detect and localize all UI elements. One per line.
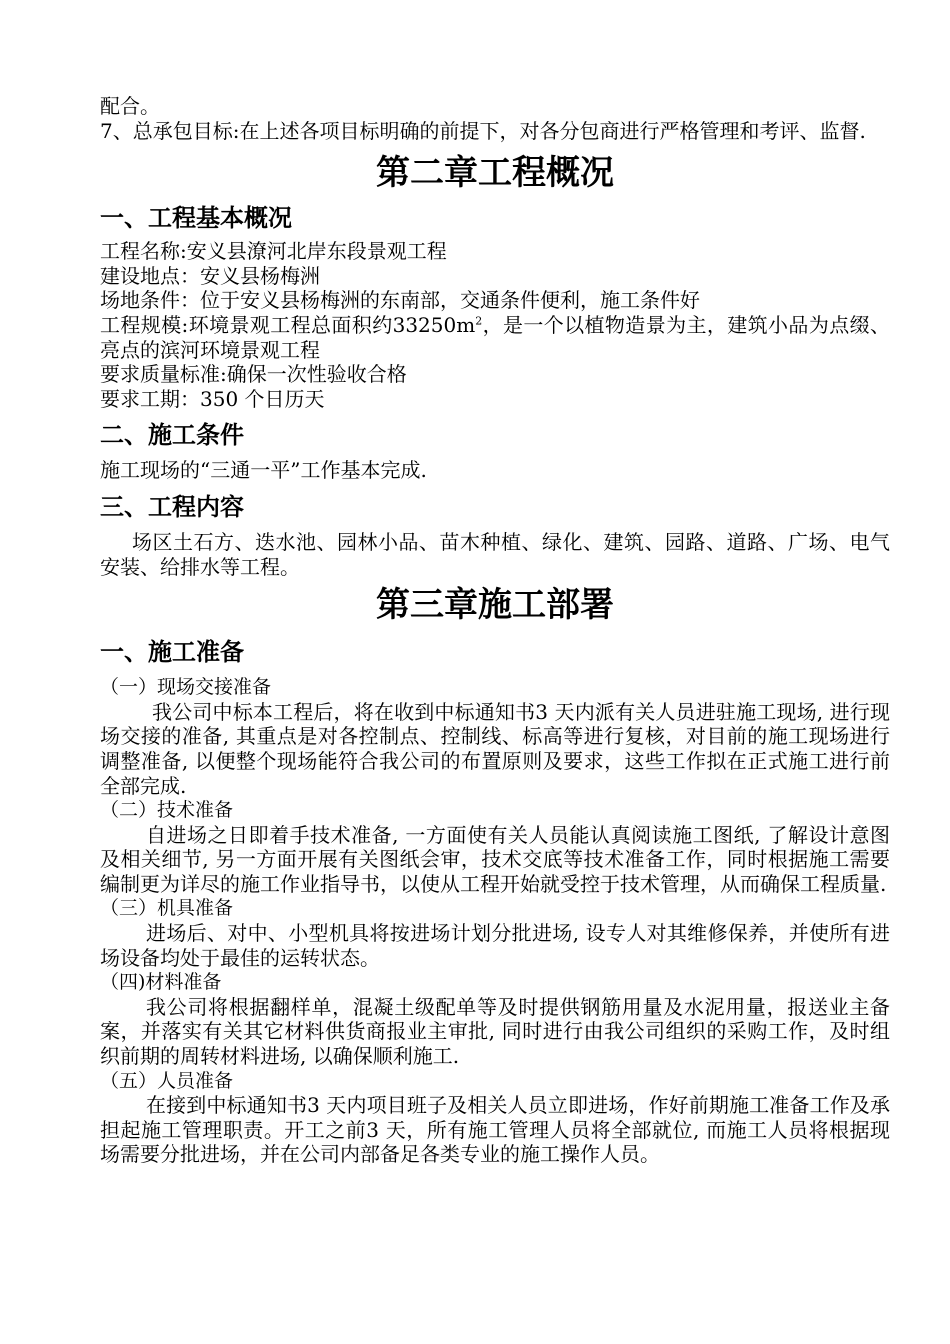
project-name: 工程名称:安义县潦河北岸东段景观工程: [100, 239, 447, 264]
equipment-prep-title: （三）机具准备: [100, 897, 234, 920]
site-conditions: 场地条件：位于安义县杨梅洲的东南部，交通条件便利，施工条件好: [100, 288, 700, 313]
intro-goal-7: 7、总承包目标:在上述各项目标明确的前提下，对各分包商进行严格管理和考评、监督.: [100, 118, 866, 143]
site-handover-text: 我公司中标本工程后，将在收到中标通知书3 天内派有关人员进驻施工现场, 进行现场交接的准备, 其重点是对各控制点、控制线、标高等进行复核，对目前的施工现场进行调整准备, 以便整个现场能符合我公司的布置原则及要求，这些工作拟在正式施工进行前全部完成.: [100, 699, 890, 798]
project-scale-unit-sup: 2: [475, 314, 483, 328]
construction-period: 要求工期：350 个日历天: [100, 386, 325, 411]
chapter2-section3-title: 三、工程内容: [100, 491, 244, 521]
technical-prep-title: （二）技术准备: [100, 799, 234, 822]
intro-line-1: 配合。: [100, 94, 160, 118]
project-location: 建设地点：安义县杨梅洲: [100, 263, 320, 288]
personnel-prep-title: （五）人员准备: [100, 1069, 234, 1092]
chapter3-title: 第三章施工部署: [376, 585, 614, 626]
personnel-prep-text: 在接到中标通知书3 天内项目班子及相关人员立即进场，作好前期施工准备工作及承担起施工管理职责。开工之前3 天，所有施工管理人员将全部就位, 而施工人员将根据现场需要分批进场，并在公司内部备足各类专业的施工操作人员。: [100, 1093, 890, 1167]
project-scale-a: 工程规模:环境景观工程总面积约33250m: [100, 312, 476, 337]
project-scale: [100, 313, 890, 362]
project-overview: [100, 239, 890, 411]
technical-prep-text: 自进场之日即着手技术准备, 一方面使有关人员能认真阅读施工图纸, 了解设计意图及相关细节, 另一方面开展有关图纸会审，技术交底等技术准备工作，同时根据施工需要编制更为详尽的施工作业指导书，以使从工程开始就受控于技术管理，从而确保工程质量.: [100, 822, 890, 896]
project-content-text: 场区土石方、迭水池、园林小品、苗木种植、绿化、建筑、园路、道路、广场、电气安装、给排水等工程。: [100, 529, 890, 579]
construction-conditions-text: 施工现场的“三通一平”工作基本完成.: [100, 458, 427, 483]
chapter2-section2-title: 二、施工条件: [100, 420, 244, 450]
quality-standard: 要求质量标准:确保一次性验收合格: [100, 362, 407, 387]
equipment-prep-text: 进场后、对中、小型机具将按进场计划分批进场, 设专人对其维修保养，并使所有进场设备均处于最佳的运转状态。: [100, 921, 890, 970]
document-page: [100, 94, 890, 1167]
chapter2-section1-title: 一、工程基本概况: [100, 203, 292, 233]
chapter3-section1-title: 一、施工准备: [100, 637, 244, 667]
project-scale-b: ，是一个以植物造景为主，建筑小品为点缀、亮点的滨河环境景观工程: [100, 312, 890, 362]
site-handover-title: （一）现场交接准备: [100, 676, 272, 699]
chapter2-title: 第二章工程概况: [376, 153, 614, 194]
material-prep-title: （四)材料准备: [100, 971, 222, 994]
material-prep-text: 我公司将根据翻样单，混凝土级配单等及时提供钢筋用量及水泥用量，报送业主备案，并落实有关其它材料供货商报业主审批, 同时进行由我公司组织的采购工作，及时组织前期的周转材料进场, 以确保顺利施工.: [100, 994, 890, 1069]
